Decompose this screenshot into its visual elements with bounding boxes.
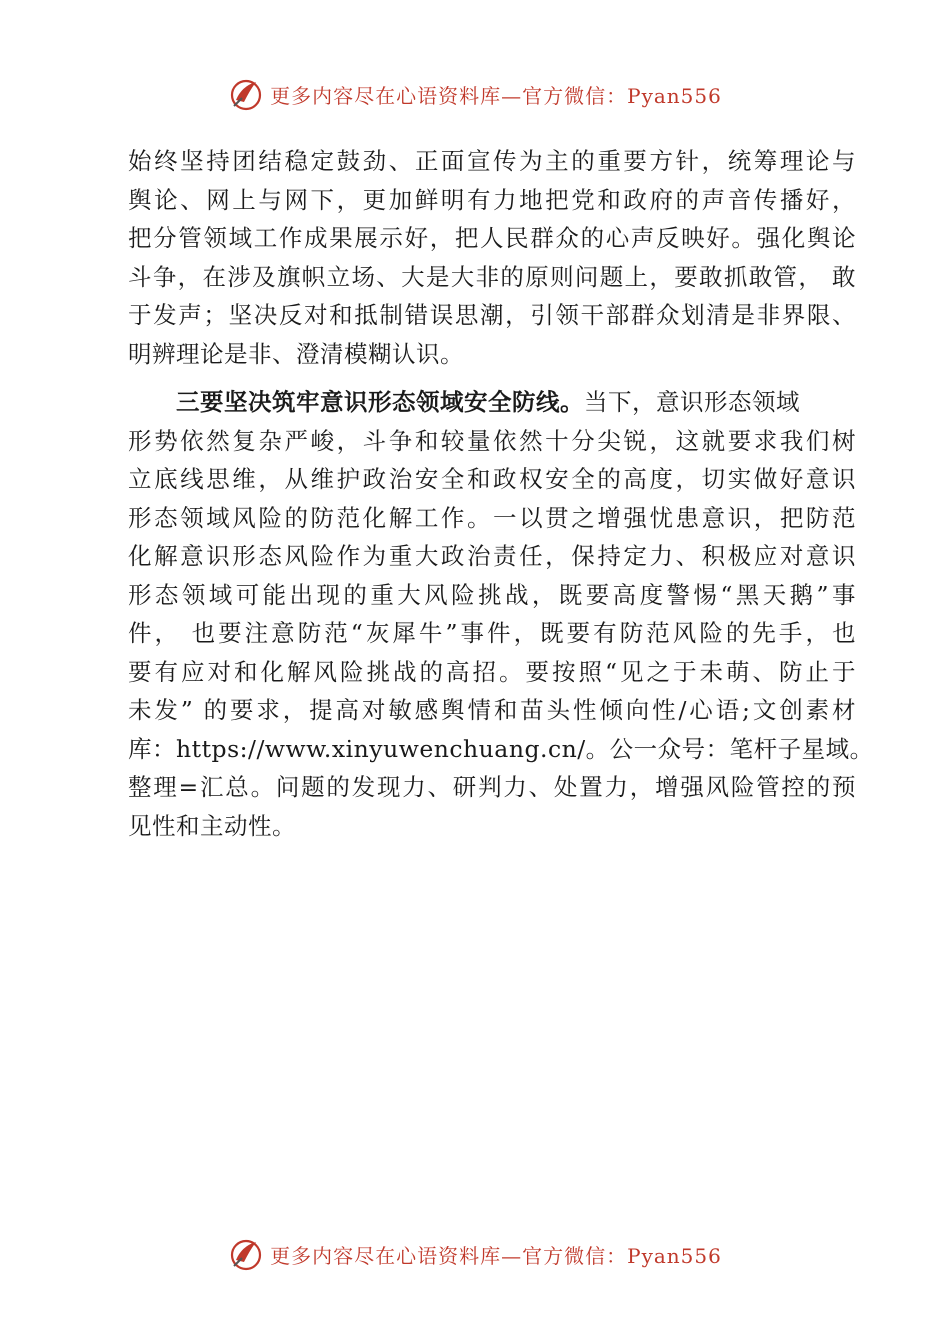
paragraph-line: 舆论、网上与网下，更加鲜明有力地把党和政府的声音传播好， — [128, 185, 856, 214]
paragraph-first-line-rest: 当下，意识形态领域 — [584, 388, 800, 416]
paragraph-line: 整理=汇总。问题的发现力、研判力、处置力，增强风险管控的预 — [128, 773, 856, 801]
banner-wechat-label: 官方微信： — [522, 83, 628, 108]
banner-separator: — — [501, 1243, 523, 1268]
paragraph-2 — [128, 383, 874, 845]
paragraph-line: 库：https://www.xinyuwenchuang.cn/。公一众号：笔杆子星域。 — [128, 734, 874, 763]
paragraph-first-line — [128, 383, 856, 422]
paragraph-line: 要有应对和化解风险挑战的高招。要按照“见之于未萌、防止于 — [128, 657, 856, 686]
document-body — [128, 142, 874, 845]
paragraph-line: 始终坚持团结稳定鼓劲、正面宣传为主的重要方针，统筹理论与 — [128, 147, 856, 175]
paragraph-1 — [128, 142, 856, 373]
paragraph-line: 件， 也要注意防范“灰犀牛”事件，既要有防范风险的先手，也 — [128, 619, 856, 647]
paragraph-line: 把分管领域工作成果展示好，把人民群众的心声反映好。强化舆论 — [128, 224, 856, 252]
paragraph-line: 斗争，在涉及旗帜立场、大是大非的原则问题上，要敢抓敢管， 敢 — [128, 262, 856, 291]
banner-wechat-id: Pyan556 — [627, 1243, 722, 1268]
paragraph-line: 化解意识形态风险作为重大政治责任，保持定力、积极应对意识 — [128, 542, 856, 570]
banner-separator: — — [501, 83, 523, 108]
banner-wechat-label: 官方微信： — [522, 1243, 628, 1268]
header-watermark-banner — [0, 72, 950, 116]
banner-main-text: 更多内容尽在心语资料库 — [270, 83, 502, 108]
footer-watermark-banner — [0, 1232, 950, 1276]
paragraph-line: 未发” 的要求，提高对敏感舆情和苗头性倾向性/心语;文创素材 — [128, 696, 856, 724]
paragraph-lead-heading: 三要坚决筑牢意识形态领域安全防线。 — [176, 388, 584, 416]
pen-logo-icon — [228, 76, 264, 112]
banner-main-text: 更多内容尽在心语资料库 — [270, 1243, 502, 1268]
paragraph-line: 形势依然复杂严峻，斗争和较量依然十分尖锐，这就要求我们树 — [128, 426, 856, 455]
paragraph-line: 于发声；坚决反对和抵制错误思潮，引领干部群众划清是非界限、 — [128, 301, 856, 329]
pen-logo-icon — [228, 1236, 264, 1272]
banner-wechat-id: Pyan556 — [627, 83, 722, 108]
paragraph-line: 形态领域风险的防范化解工作。一以贯之增强忧患意识，把防范 — [128, 503, 856, 532]
paragraph-line: 立底线思维，从维护政治安全和政权安全的高度，切实做好意识 — [128, 465, 856, 493]
paragraph-line: 见性和主动性。 — [128, 811, 296, 840]
paragraph-line: 形态领域可能出现的重大风险挑战，既要高度警惕“黑天鹅”事 — [128, 580, 856, 609]
paragraph-line: 明辨理论是非、澄清模糊认识。 — [128, 339, 464, 368]
